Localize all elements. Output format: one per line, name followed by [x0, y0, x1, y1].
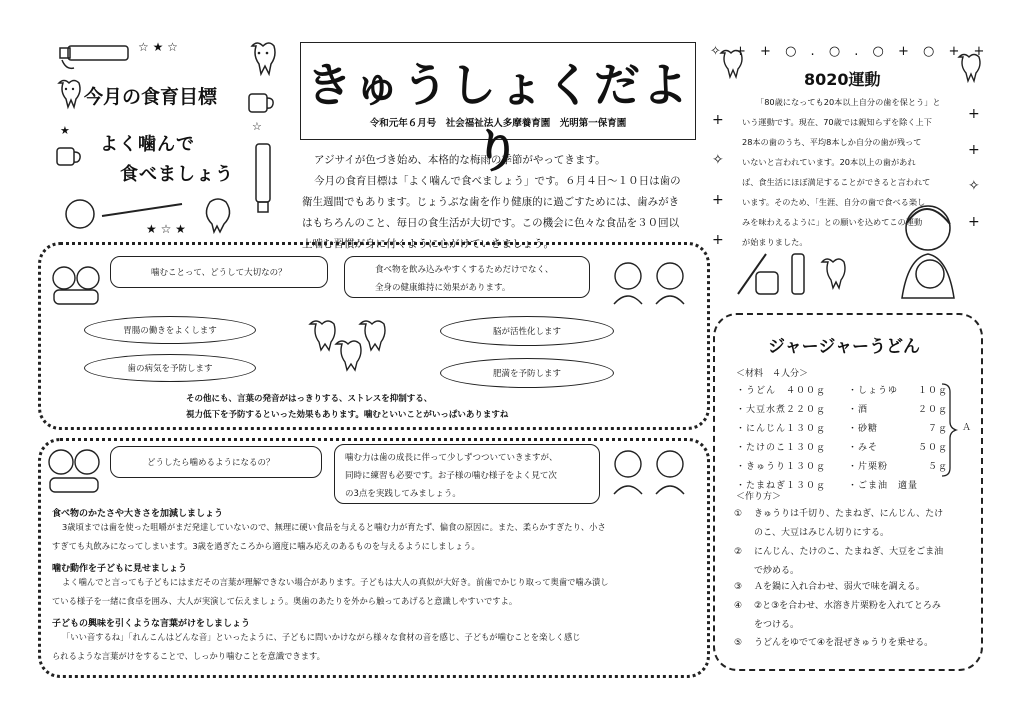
ingredient-right-6: ・ごま油 適量 — [848, 481, 919, 491]
dentist-icon — [606, 258, 698, 306]
section-heading-1: 食べ物のかたさや大きさを加減しましょう — [52, 509, 224, 519]
how-answer-line-1: 噛む力は歯の成長に伴って少しずつついていきますが、 — [345, 453, 558, 463]
step-5-num: ⑤ — [734, 638, 743, 648]
dentist-icon — [606, 446, 698, 496]
tooth-character-icon — [956, 52, 982, 82]
intro-line-2: 今月の食育目標は「よく噛んで食べましょう」です。６月４日～１０日は歯の — [314, 175, 681, 187]
section-2-line-1: よく噛んでと言っても子どもにはまだその言葉が理解できない場合があります。子どもは大人の真似が大好き。前歯でかじり取って奥歯で噛み潰し — [62, 577, 609, 587]
step-2-line-2: で炒める。 — [754, 566, 800, 576]
section-3-line-1: 「いい音するね」「れんこんはどんな音」といったように、子どもに問いかけながら様々な食材の音を感じ、子どもが噛むことを楽しく感じ — [62, 632, 581, 642]
why-question: 噛むことって、どうして大切なの？ — [151, 268, 287, 278]
star-icon: ☆ — [252, 120, 262, 133]
toothbrush-icon — [730, 250, 880, 300]
recipe-title: ジャージャーうどん — [768, 337, 920, 357]
group-bracket — [940, 382, 960, 478]
why-note-line-1: その他にも、言葉の発音がはっきりする、ストレスを抑制する、 — [186, 394, 433, 404]
toothpaste-icon — [248, 140, 278, 220]
m8020-line-3: 28本の歯のうち、平均8本しか自分の歯が残って — [742, 137, 922, 147]
sparkle-icon: + ✧ + + — [712, 112, 724, 248]
step-2-num: ② — [734, 547, 743, 557]
star-icon: ☆ ★ ☆ — [138, 40, 178, 54]
method-label: ＜作り方＞ — [736, 492, 782, 502]
how-answer-line-3: の3点を実践してみましょう。 — [345, 489, 461, 499]
why-answer-bubble — [344, 256, 590, 298]
step-4-line-1: ②と③を合わせ、水溶き片栗粉を入れてとろみ — [754, 601, 941, 611]
m8020-line-8: が始まりました。 — [742, 237, 808, 247]
cup-icon — [246, 90, 276, 116]
step-5-line-1: うどんをゆでて④を混ぜきゅうりを乗せる。 — [754, 638, 934, 648]
effect-obesity: 肥満を予防します — [440, 358, 614, 388]
how-question-bubble — [110, 446, 322, 478]
how-answer-line-2: 同時に練習も必要です。お子様の噛む様子をよく見て次 — [345, 471, 557, 481]
step-1-line-1: きゅうりは千切り、たまねぎ、にんじん、たけ — [754, 509, 944, 519]
ingredient-right-1: ・しょうゆ １０ｇ — [848, 386, 949, 396]
section-3-line-2: られるような言葉がけをすることで、しっかり噛むことを意識できます。 — [52, 651, 325, 661]
section-heading-3: 子どもの興味を引くような言葉がけをしましょう — [52, 619, 251, 629]
section-2-line-2: ている様子を一緒に食卓を囲み、大人が実演して伝えましょう。奥歯のあたりを外から触ってあげると意識しやすいですよ。 — [52, 596, 518, 606]
step-4-num: ④ — [734, 601, 743, 611]
effect-stomach: 胃腸の働きをよくします — [84, 316, 256, 344]
why-note-line-2: 視力低下を予防するといった効果もあります。噛むといいことがいっぱいありますね — [186, 410, 509, 420]
m8020-line-6: います。そのため、「生涯、自分の歯で食べる楽し — [742, 197, 926, 207]
m8020-line-7: みを味わえるように」との願いを込めてこの運動 — [742, 217, 923, 227]
sparkle-icon: ✧ + + ○ . ○ . ○ + ○ + + — [710, 44, 990, 59]
star-icon: ★ ☆ ★ — [146, 222, 186, 236]
step-2-line-1: にんじん、たけのこ、たまねぎ、大豆をごま油 — [754, 547, 944, 557]
m8020-line-5: ば、食生活にほぼ満足することができると言われて — [742, 177, 931, 187]
kids-eating-icon — [44, 446, 104, 496]
ingredient-right-5: ・片栗粉 ５ｇ — [848, 462, 949, 472]
sparkle-icon: + + ✧ + — [968, 106, 980, 230]
star-icon: ★ — [60, 124, 70, 137]
how-question: どうしたら噛めるようになるの？ — [147, 458, 275, 468]
group-mark: Ａ — [962, 423, 972, 433]
step-1-line-2: のこ、大豆はみじん切りにする。 — [754, 528, 890, 538]
goal-heading: 今月の食育目標 — [84, 86, 218, 108]
step-4-line-2: をつける。 — [754, 620, 800, 630]
why-answer-line-1: 食べ物を飲み込みやすくするためだけでなく、 — [375, 265, 554, 275]
intro-line-3: 衛生週間でもあります。じょうぶな歯を作り健康的に過ごすためには、歯みがき — [302, 196, 680, 208]
ingredient-left-6: ・たまねぎ１３０ｇ — [736, 481, 827, 491]
tooth-character-icon — [300, 318, 400, 374]
tooth-character-icon — [56, 78, 84, 108]
intro-line-5: 上噛む習慣が身に付くように心がけていきましょう。 — [302, 238, 554, 250]
why-answer-line-2: 全身の健康維持に効果があります。 — [375, 283, 511, 293]
kids-eating-icon — [48, 262, 104, 308]
child-brushing-teeth-icon — [888, 194, 968, 304]
toothpaste-icon — [58, 38, 138, 78]
effect-teeth: 歯の病気を予防します — [84, 354, 256, 382]
goal-line-2: 食べましょう — [120, 164, 234, 185]
intro-line-1: アジサイが色づき始め、本格的な梅雨の季節がやってきます。 — [314, 154, 606, 166]
intro-line-4: はもちろんのこと、毎日の食生活が大切です。この機会に色々な食品を３０回以 — [302, 217, 680, 229]
m8020-title: 8020運動 — [804, 70, 881, 89]
why-question-bubble — [110, 256, 328, 288]
m8020-line-2: いう運動です。現在、70歳では親知らずを除く上下 — [742, 117, 932, 127]
tooth-character-icon — [718, 48, 744, 78]
ingredient-left-4: ・たけのこ１３０ｇ — [736, 443, 827, 453]
page-title: きゅうしょくだより — [306, 58, 690, 178]
how-answer-bubble — [334, 444, 600, 504]
tooth-character-icon — [248, 40, 278, 76]
materials-label: ＜材料 ４人分＞ — [736, 369, 809, 379]
m8020-line-4: いないと言われています。20本以上の歯があれ — [742, 157, 916, 167]
ingredient-right-3: ・砂糖 ７ｇ — [848, 424, 949, 434]
step-3-line-1: Ａを鍋に入れ合わせ、弱火で味を調える。 — [754, 582, 925, 592]
ingredient-left-3: ・にんじん１３０ｇ — [736, 424, 827, 434]
effect-brain: 脳が活性化します — [440, 316, 614, 346]
section-1-line-1: 3歳頃までは歯を使った咀嚼がまだ発達していないので、無理に硬い食品を与えると噛む力が育たず、偏食の原因に。また、柔らかすぎたり、小さ — [62, 522, 606, 532]
m8020-line-1: 「80歳になっても20本以上自分の歯を保とう」と — [756, 97, 941, 107]
page-subtitle: 令和元年６月号 社会福祉法人多摩養育園 光明第一保育園 — [369, 118, 627, 129]
ingredient-left-2: ・大豆水煮２２０ｇ — [736, 405, 827, 415]
cup-icon — [54, 144, 82, 170]
goal-line-1: よく噛んで — [100, 134, 195, 155]
ingredient-right-4: ・みそ ５０ｇ — [848, 443, 949, 453]
ingredient-right-2: ・酒 ２０ｇ — [848, 405, 949, 415]
ingredient-left-5: ・きゅうり１３０ｇ — [736, 462, 827, 472]
section-1-line-2: すぎても丸飲みになってしまいます。3歳を過ぎたころから適度に噛み応えのあるものを与えるようにしましょう。 — [52, 541, 480, 551]
section-heading-2: 噛む動作を子どもに見せましょう — [52, 564, 188, 574]
step-1-num: ① — [734, 509, 743, 519]
step-3-num: ③ — [734, 582, 743, 592]
ingredient-left-1: ・うどん ４００ｇ — [736, 386, 827, 396]
